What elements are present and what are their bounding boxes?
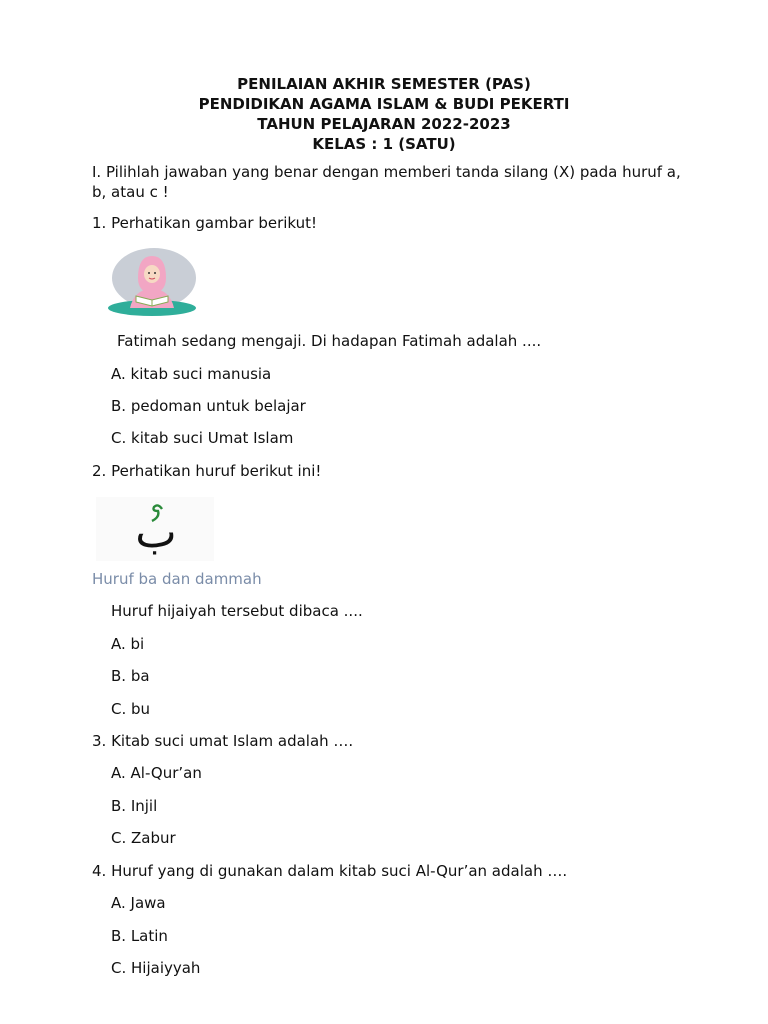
question-1-option-a[interactable]: A. kitab suci manusia	[111, 365, 272, 383]
question-3-option-a[interactable]: A. Al-Qur’an	[111, 764, 202, 782]
question-3-option-b[interactable]: B. Injil	[111, 797, 158, 815]
girl-reading-quran-illustration	[104, 244, 216, 320]
question-2-stem: Huruf hijaiyah tersebut dibaca ....	[111, 602, 363, 620]
question-1-stem: Fatimah sedang mengaji. Di hadapan Fatimah adalah ....	[117, 332, 542, 350]
question-1-option-c[interactable]: C. kitab suci Umat Islam	[111, 429, 294, 447]
school-year: TAHUN PELAJARAN 2022-2023	[257, 115, 511, 133]
exam-title: PENILAIAN AKHIR SEMESTER (PAS)	[237, 75, 531, 93]
question-4-option-a[interactable]: A. Jawa	[111, 894, 166, 912]
question-2-prompt: 2. Perhatikan huruf berikut ini!	[92, 462, 322, 480]
instruction-text: I. Pilihlah jawaban yang benar dengan memberi tanda silang (X) pada huruf a, b, atau c !	[92, 163, 681, 201]
subject-title: PENDIDIKAN AGAMA ISLAM & BUDI PEKERTI	[198, 95, 570, 113]
question-4-prompt: 4. Huruf yang di gunakan dalam kitab suci Al-Qur’an adalah ….	[92, 862, 568, 880]
question-1-option-b[interactable]: B. pedoman untuk belajar	[111, 397, 306, 415]
class-level: KELAS : 1 (SATU)	[312, 135, 456, 153]
question-4-option-c[interactable]: C. Hijaiyyah	[111, 959, 201, 977]
question-2-option-c[interactable]: C. bu	[111, 700, 151, 718]
question-3-option-c[interactable]: C. Zabur	[111, 829, 176, 847]
exam-header	[0, 74, 768, 154]
question-3-prompt: 3. Kitab suci umat Islam adalah ….	[92, 732, 354, 750]
question-2-option-b[interactable]: B. ba	[111, 667, 150, 685]
hijaiyah-letter-image	[96, 497, 214, 561]
question-4-option-b[interactable]: B. Latin	[111, 927, 168, 945]
image-caption: Huruf ba dan dammah	[92, 570, 262, 588]
question-1-prompt: 1. Perhatikan gambar berikut!	[92, 214, 318, 232]
question-2-option-a[interactable]: A. bi	[111, 635, 145, 653]
letter-ba: ب	[135, 507, 177, 558]
